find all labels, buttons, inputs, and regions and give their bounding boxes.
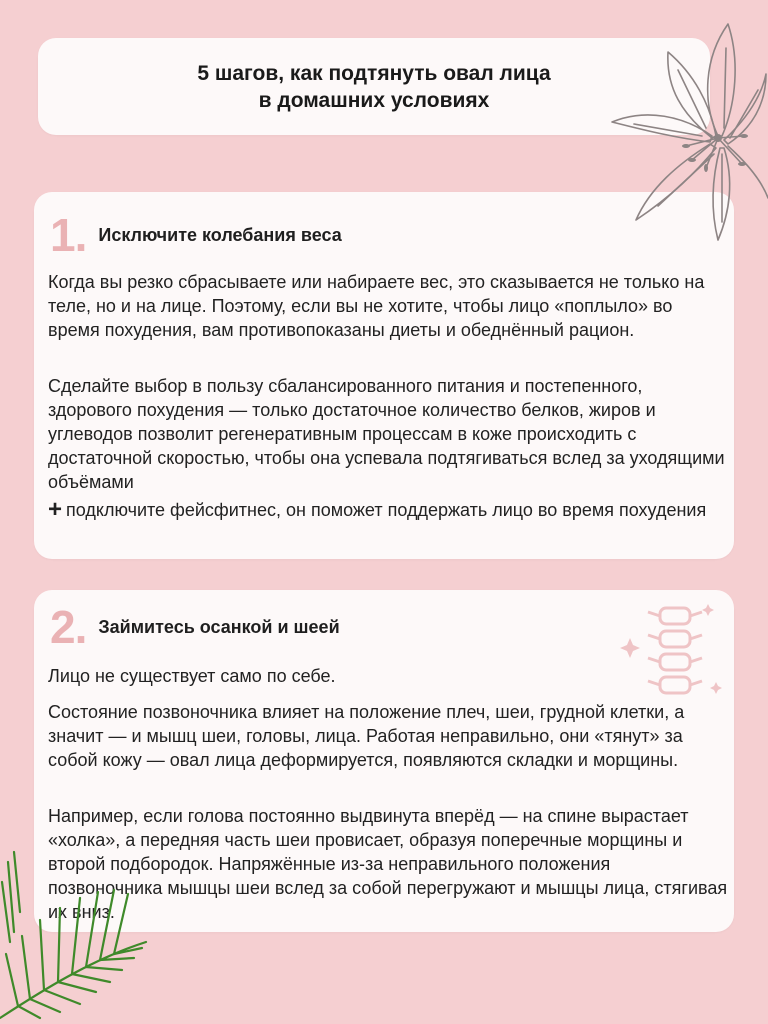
spine-icon <box>616 598 728 702</box>
step-1-header <box>50 209 342 261</box>
step-1-tip-text: подключите фейсфитнес, он поможет поддержать лицо во время похудения <box>66 500 707 520</box>
lily-flower-icon <box>606 18 768 250</box>
step-2-number: 2. <box>50 601 87 653</box>
step-1-paragraph-2: Сделайте выбор в пользу сбалансированного питания и постепенного, здорового похудения — только достаточное количество белков, жиров и углеводов позволит регенеративным процессам в коже происходить с достаточной скоростью, чтобы она успевала подтягиваться вслед за уходящими объёмами <box>48 376 725 492</box>
plus-icon: + <box>48 496 63 523</box>
step-1-paragraph-1: Когда вы резко сбрасываете или набираете вес, это сказывается не только на теле, но и на лице. Поэтому, если вы не хотите, чтобы лицо «поплыло» во время похудения, вам противопоказаны диеты и обеднённый рацион. <box>48 272 705 340</box>
step-2-header <box>50 601 340 653</box>
title-line-2: в домашних условиях <box>258 88 490 112</box>
step-2-paragraph-3: Например, если голова постоянно выдвинута вперёд — на спине вырастает «холка», а передняя часть шеи провисает, образуя поперечные морщины и второй подбородок. Напряжённые из-за неправильного положения позвоночника мышцы шеи вслед за собой перегружают и мышцы лица, стягивая их вниз. <box>48 806 728 922</box>
step-1-number: 1. <box>50 209 87 261</box>
step-2-paragraph-2: Состояние позвоночника влияет на положение плеч, шеи, грудной клетки, а значит — и мышц шеи, головы, лица. Работая неправильно, они «тянут» за собой кожу — овал лица деформируется, появляются складки и морщины. <box>48 702 685 770</box>
sparkle-icon <box>620 604 722 694</box>
step-2-paragraph-1: Лицо не существует само по себе. <box>48 666 336 686</box>
step-1-title: Исключите колебания веса <box>98 224 342 245</box>
step-2-title: Займитесь осанкой и шеей <box>98 616 340 637</box>
page-title <box>197 60 550 114</box>
palm-leaf-icon <box>0 842 150 1024</box>
step-1-tip <box>48 498 728 522</box>
title-line-1: 5 шагов, как подтянуть овал лица <box>197 61 551 85</box>
